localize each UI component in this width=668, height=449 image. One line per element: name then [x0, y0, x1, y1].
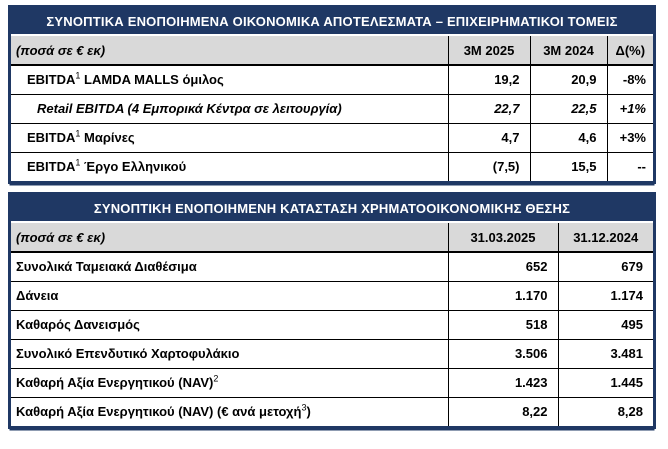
value-delta: +3% [607, 123, 653, 152]
value-delta: -- [607, 152, 653, 181]
footnote-marker: 3 [301, 402, 307, 413]
position-unit-note: (ποσά σε € εκ) [11, 223, 448, 252]
row-label-text: Καθαρή Αξία Ενεργητικού (NAV) (€ ανά μετοχή [16, 404, 302, 420]
position-column-31122024: 31.12.2024 [558, 223, 653, 252]
value-31122024: 8,28 [558, 397, 653, 426]
table-row-nav [11, 368, 653, 397]
results-unit-note: (ποσά σε € εκ) [11, 36, 448, 65]
value-delta: -8% [607, 65, 653, 94]
row-label [11, 368, 448, 397]
value-delta: +1% [607, 94, 653, 123]
table-row-nav-per-share [11, 397, 653, 426]
position-table [8, 192, 656, 429]
position-table-title: ΣΥΝΟΠΤΙΚΗ ΕΝΟΠΟΙΗΜΕΝΗ ΚΑΤΑΣΤΑΣΗ ΧΡΗΜΑΤΟΟΙΚΟΝΟΜΙΚΗΣ ΘΕΣΗΣ [11, 195, 653, 223]
position-table-grid [11, 223, 653, 426]
position-header-row [11, 223, 653, 252]
value-31122024: 3.481 [558, 339, 653, 368]
value-31122024: 679 [558, 252, 653, 281]
value-31032025: 3.506 [448, 339, 558, 368]
table-row-ebitda-ellinikon [11, 152, 653, 181]
results-table [8, 5, 656, 184]
position-column-31032025: 31.03.2025 [448, 223, 558, 252]
row-label-text: Συνολικά Ταμειακά Διαθέσιμα [16, 259, 197, 275]
value-3m2025: 22,7 [448, 94, 530, 123]
results-column-3m2024: 3M 2024 [530, 36, 607, 65]
table-row-ebitda-lamda-malls [11, 65, 653, 94]
value-31032025: 1.170 [448, 281, 558, 310]
value-3m2025: 19,2 [448, 65, 530, 94]
value-3m2024: 4,6 [530, 123, 607, 152]
table-row-retail-ebitda [11, 94, 653, 123]
footnote-marker: 1 [75, 128, 81, 139]
row-label [11, 339, 448, 368]
value-31122024: 495 [558, 310, 653, 339]
row-label-text: EBITDA [27, 159, 76, 175]
row-label-text: Συνολικό Επενδυτικό Χαρτοφυλάκιο [16, 346, 240, 361]
footnote-marker: 1 [75, 70, 81, 81]
value-31122024: 1.174 [558, 281, 653, 310]
table-row-cash [11, 252, 653, 281]
table-row-loans [11, 281, 653, 310]
row-label-text: EBITDA [27, 72, 76, 88]
row-label-text: Retail EBITDA (4 Εμπορικά Κέντρα σε λειτουργία) [37, 101, 342, 116]
table-row-investment-portfolio [11, 339, 653, 368]
results-table-grid [11, 36, 653, 181]
row-label-text: Καθαρός Δανεισμός [16, 317, 140, 332]
value-31122024: 1.445 [558, 368, 653, 397]
row-label-text: EBITDA [27, 130, 76, 145]
footnote-marker: 1 [75, 157, 81, 168]
results-column-delta: Δ(%) [607, 36, 653, 65]
results-column-3m2025: 3M 2025 [448, 36, 530, 65]
table-row-ebitda-marinas [11, 123, 653, 152]
table-row-net-debt [11, 310, 653, 339]
value-3m2024: 22,5 [530, 94, 607, 123]
row-label-text: Μαρίνες [80, 130, 135, 145]
row-label-text: ) [306, 404, 311, 420]
row-label [11, 310, 448, 339]
row-label [11, 65, 448, 94]
row-label-text: Δάνεια [16, 288, 59, 303]
results-table-title: ΣΥΝΟΠΤΙΚΑ ΕΝΟΠΟΙΗΜΕΝΑ ΟΙΚΟΝΟΜΙΚΑ ΑΠΟΤΕΛΕΣΜΑΤΑ – ΕΠΙΧΕΙΡΗΜΑΤΙΚΟΙ ΤΟΜΕΙΣ [11, 8, 653, 36]
value-31032025: 1.423 [448, 368, 558, 397]
value-3m2024: 20,9 [530, 65, 607, 94]
value-31032025: 652 [448, 252, 558, 281]
row-label [11, 281, 448, 310]
row-label [11, 123, 448, 152]
row-label-text: Καθαρή Αξία Ενεργητικού (NAV) [16, 375, 214, 390]
results-header-row [11, 36, 653, 65]
footnote-marker: 2 [213, 373, 219, 384]
value-3m2025: (7,5) [448, 152, 530, 181]
value-31032025: 8,22 [448, 397, 558, 426]
value-31032025: 518 [448, 310, 558, 339]
row-label [11, 397, 448, 426]
row-label-text: LAMDA MALLS όμιλος [80, 72, 224, 88]
value-3m2024: 15,5 [530, 152, 607, 181]
row-label [11, 252, 448, 281]
row-label [11, 94, 448, 123]
row-label-text: Έργο Ελληνικού [80, 159, 187, 175]
value-3m2025: 4,7 [448, 123, 530, 152]
row-label [11, 152, 448, 181]
